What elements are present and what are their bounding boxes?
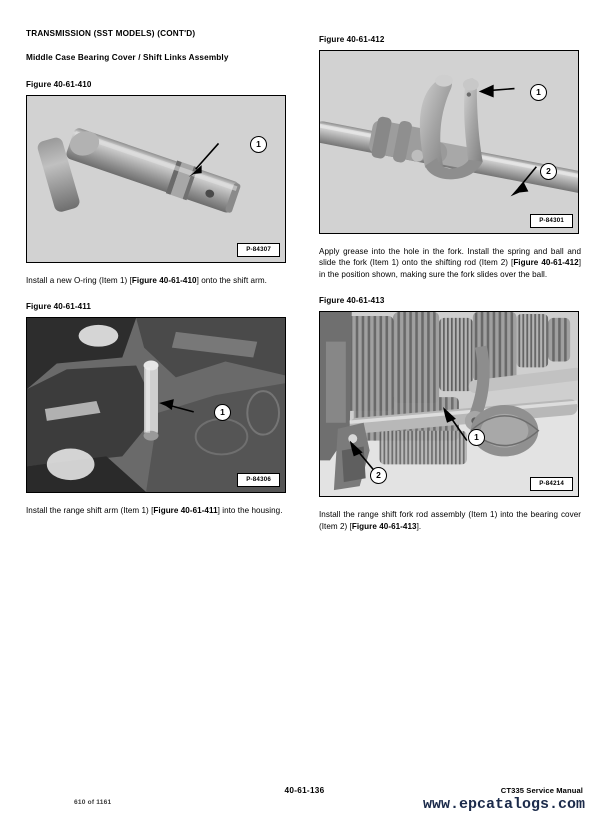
page-index: 610 of 1161 — [74, 799, 112, 806]
caption-412-ref: Figure 40-61-412 — [513, 258, 579, 268]
caption-411 — [26, 505, 288, 516]
callout-2-fig412: 2 — [540, 163, 557, 180]
caption-413-pre: Install the range shift fork rod assembly (Item 1) into the bearing cover (Item 2) [ — [319, 510, 581, 531]
figure-412-photo — [320, 51, 578, 233]
right-column — [319, 28, 581, 532]
manual-title: CT335 Service Manual — [500, 786, 583, 795]
caption-410-post: ] onto the shift arm. — [196, 276, 267, 285]
callout-1-fig412: 1 — [530, 84, 547, 101]
caption-411-post: ] into the housing. — [217, 506, 283, 516]
watermark-url: www.epcatalogs.com — [422, 796, 585, 813]
page-number: 40-61-136 — [284, 786, 325, 795]
figure-413-photo — [320, 312, 578, 496]
photo-id-410: P-84307 — [237, 243, 280, 257]
figure-label-413: Figure 40-61-413 — [319, 296, 385, 306]
caption-411-pre: Install the range shift arm (Item 1) [ — [26, 506, 154, 516]
caption-410-ref: Figure 40-61-410 — [131, 276, 197, 285]
caption-413-post: ]. — [416, 521, 422, 531]
caption-413 — [319, 509, 581, 532]
callout-1-fig410: 1 — [250, 136, 267, 153]
page-title: TRANSMISSION (SST MODELS) (CONT'D) — [26, 29, 196, 38]
left-column — [26, 28, 288, 517]
caption-411-ref: Figure 40-61-411 — [153, 506, 218, 516]
figure-413 — [319, 311, 579, 497]
callout-1-fig413: 1 — [468, 429, 485, 446]
callout-1-fig411: 1 — [214, 404, 231, 421]
caption-410 — [26, 275, 288, 286]
figure-410-photo — [27, 96, 285, 262]
figure-411-photo — [27, 318, 285, 492]
figure-label-411: Figure 40-61-411 — [26, 302, 92, 312]
figure-label-412: Figure 40-61-412 — [319, 35, 385, 44]
figure-412 — [319, 50, 579, 234]
photo-id-412: P-84301 — [530, 214, 573, 228]
figure-410 — [26, 95, 286, 263]
photo-id-413: P-84214 — [530, 477, 573, 491]
photo-id-411: P-84306 — [237, 473, 280, 487]
caption-410-pre: Install a new O-ring (Item 1) [ — [26, 276, 132, 285]
figure-411 — [26, 317, 286, 493]
caption-412-pre: Apply grease into the hole in the fork. Install the spring and ball and slide the fork (Item 1) onto the shifting rod (Item 2) [ — [319, 247, 581, 268]
page-subtitle: Middle Case Bearing Cover / Shift Links Assembly — [26, 53, 229, 62]
caption-413-ref: Figure 40-61-413 — [351, 521, 417, 531]
callout-2-fig413: 2 — [370, 467, 387, 484]
figure-label-410: Figure 40-61-410 — [26, 80, 92, 89]
caption-412 — [319, 246, 581, 280]
caption-412-post: ] in the position shown, making sure the fork slides over the ball. — [319, 258, 581, 279]
page-footer — [0, 777, 609, 825]
